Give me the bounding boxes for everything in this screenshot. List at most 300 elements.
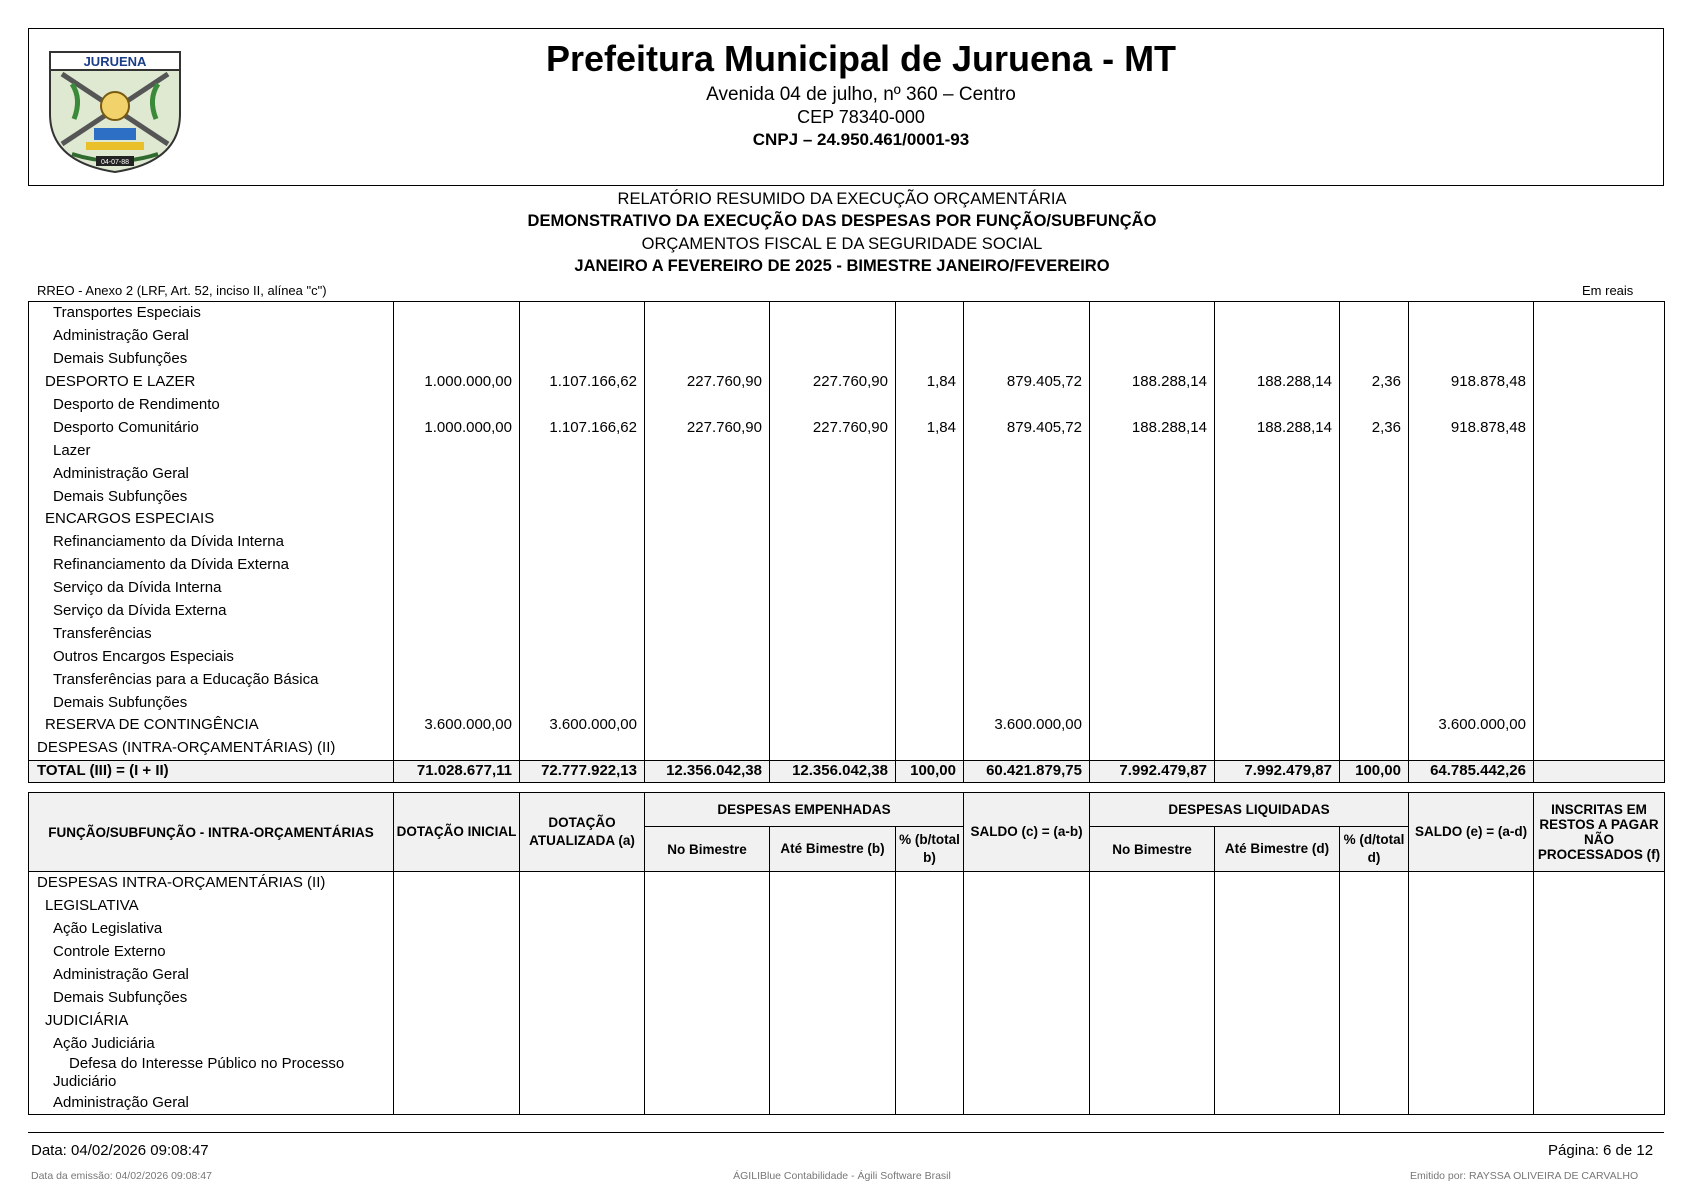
table-row bbox=[29, 600, 1665, 623]
row-label: Serviço da Dívida Interna bbox=[29, 577, 394, 600]
row-value bbox=[1340, 872, 1409, 895]
col-header-ate-bimestre-b: Até Bimestre (b) bbox=[770, 827, 896, 872]
row-value: 2,36 bbox=[1340, 371, 1409, 394]
row-value: 227.760,90 bbox=[770, 416, 896, 439]
row-value bbox=[770, 600, 896, 623]
row-value bbox=[770, 895, 896, 918]
row-value bbox=[520, 485, 645, 508]
row-value bbox=[645, 918, 770, 941]
row-value bbox=[896, 918, 964, 941]
row-label: Demais Subfunções bbox=[29, 691, 394, 714]
row-value bbox=[1409, 622, 1534, 645]
col-header-funcao: FUNÇÃO/SUBFUNÇÃO - INTRA-ORÇAMENTÁRIAS bbox=[29, 793, 394, 872]
municipality-title: Prefeitura Municipal de Juruena - MT bbox=[545, 38, 1177, 79]
row-value bbox=[770, 325, 896, 348]
row-value bbox=[1340, 941, 1409, 964]
row-value: 1.107.166,62 bbox=[520, 371, 645, 394]
row-label: Transferências para a Educação Básica bbox=[29, 668, 394, 691]
row-value bbox=[520, 439, 645, 462]
col-header-dotacao-atualizada: DOTAÇÃO ATUALIZADA (a) bbox=[520, 793, 645, 872]
row-value bbox=[1534, 371, 1665, 394]
row-value bbox=[1409, 348, 1534, 371]
row-value bbox=[1340, 918, 1409, 941]
row-value bbox=[1090, 895, 1215, 918]
row-value bbox=[394, 1032, 520, 1055]
row-value bbox=[394, 577, 520, 600]
table-row bbox=[29, 1032, 1665, 1055]
row-label: Defesa do Interesse Público no Processo Judiciário bbox=[29, 1055, 394, 1091]
row-value bbox=[394, 439, 520, 462]
row-value bbox=[770, 485, 896, 508]
row-value bbox=[645, 872, 770, 895]
row-value bbox=[1215, 714, 1340, 737]
row-value bbox=[1534, 737, 1665, 760]
annex-reference: RREO - Anexo 2 (LRF, Art. 52, inciso II, alínea "c") bbox=[37, 283, 327, 298]
currency-unit: Em reais bbox=[1582, 283, 1634, 298]
row-value bbox=[520, 462, 645, 485]
row-value bbox=[1534, 508, 1665, 531]
row-value bbox=[896, 964, 964, 987]
svg-text:JURUENA: JURUENA bbox=[83, 54, 147, 69]
row-label: Refinanciamento da Dívida Externa bbox=[29, 554, 394, 577]
row-label: Serviço da Dívida Externa bbox=[29, 600, 394, 623]
row-value bbox=[964, 941, 1090, 964]
row-value bbox=[964, 531, 1090, 554]
row-value: 227.760,90 bbox=[645, 416, 770, 439]
row-value bbox=[1409, 1091, 1534, 1114]
row-value bbox=[1090, 941, 1215, 964]
table-row bbox=[29, 941, 1665, 964]
report-title: RELATÓRIO RESUMIDO DA EXECUÇÃO ORÇAMENTÁRIA bbox=[617, 190, 1067, 208]
row-value bbox=[1340, 462, 1409, 485]
row-value bbox=[1340, 622, 1409, 645]
row-value bbox=[1090, 531, 1215, 554]
row-value bbox=[1409, 668, 1534, 691]
row-value bbox=[1340, 714, 1409, 737]
row-value bbox=[964, 986, 1090, 1009]
row-value bbox=[964, 645, 1090, 668]
row-value bbox=[964, 895, 1090, 918]
report-period: JANEIRO A FEVEREIRO DE 2025 - BIMESTRE JANEIRO/FEVEREIRO bbox=[574, 257, 1110, 275]
row-value bbox=[394, 1009, 520, 1032]
row-value: 3.600.000,00 bbox=[964, 714, 1090, 737]
row-label: Desporto de Rendimento bbox=[29, 394, 394, 417]
col-header-no-bimestre: No Bimestre bbox=[645, 827, 770, 872]
row-value bbox=[394, 508, 520, 531]
row-value bbox=[1340, 531, 1409, 554]
row-value bbox=[520, 691, 645, 714]
row-value bbox=[1090, 348, 1215, 371]
row-value bbox=[896, 577, 964, 600]
row-value bbox=[1340, 1091, 1409, 1114]
row-value bbox=[770, 918, 896, 941]
row-value bbox=[964, 508, 1090, 531]
row-value bbox=[520, 737, 645, 760]
row-value bbox=[896, 622, 964, 645]
row-value bbox=[645, 325, 770, 348]
report-scope: ORÇAMENTOS FISCAL E DA SEGURIDADE SOCIAL bbox=[641, 235, 1043, 253]
row-value bbox=[1534, 531, 1665, 554]
row-value bbox=[1534, 964, 1665, 987]
total-value: 60.421.879,75 bbox=[964, 760, 1090, 782]
row-value: 1.107.166,62 bbox=[520, 416, 645, 439]
row-value bbox=[896, 1009, 964, 1032]
row-value bbox=[394, 1055, 520, 1091]
row-value: 918.878,48 bbox=[1409, 416, 1534, 439]
row-value bbox=[394, 531, 520, 554]
row-value bbox=[896, 485, 964, 508]
row-value bbox=[896, 462, 964, 485]
footer-emission-date: Data da emissão: 04/02/2026 09:08:47 bbox=[31, 1170, 212, 1182]
row-value: 1.000.000,00 bbox=[394, 371, 520, 394]
row-value bbox=[1090, 1055, 1215, 1091]
cep-line: CEP 78340-000 bbox=[797, 107, 925, 127]
row-value bbox=[896, 1091, 964, 1114]
row-value bbox=[896, 895, 964, 918]
row-value bbox=[394, 462, 520, 485]
row-value bbox=[1090, 554, 1215, 577]
row-value bbox=[1090, 691, 1215, 714]
row-value bbox=[645, 964, 770, 987]
row-value bbox=[1090, 577, 1215, 600]
row-value bbox=[1215, 691, 1340, 714]
col-header-inscritas-restos: INSCRITAS EM RESTOS A PAGAR NÃO PROCESSADOS (f) bbox=[1534, 793, 1665, 872]
footer-divider bbox=[28, 1132, 1664, 1133]
row-value bbox=[1534, 1055, 1665, 1091]
row-value bbox=[770, 394, 896, 417]
row-value bbox=[645, 622, 770, 645]
row-value: 1.000.000,00 bbox=[394, 416, 520, 439]
row-label: Demais Subfunções bbox=[29, 986, 394, 1009]
row-value bbox=[1215, 622, 1340, 645]
total-value: 71.028.677,11 bbox=[394, 760, 520, 782]
table-row bbox=[29, 668, 1665, 691]
row-value: 1,84 bbox=[896, 371, 964, 394]
row-value: 188.288,14 bbox=[1215, 371, 1340, 394]
row-value bbox=[964, 1032, 1090, 1055]
row-label: Transferências bbox=[29, 622, 394, 645]
row-label: Outros Encargos Especiais bbox=[29, 645, 394, 668]
row-label: JUDICIÁRIA bbox=[29, 1009, 394, 1032]
row-value bbox=[1215, 964, 1340, 987]
row-value bbox=[645, 941, 770, 964]
row-value bbox=[1409, 302, 1534, 325]
row-value bbox=[964, 577, 1090, 600]
row-value bbox=[1409, 872, 1534, 895]
row-value bbox=[1090, 645, 1215, 668]
row-label: ENCARGOS ESPECIAIS bbox=[29, 508, 394, 531]
row-value bbox=[645, 895, 770, 918]
total-value bbox=[1534, 760, 1665, 782]
row-value bbox=[896, 394, 964, 417]
row-value bbox=[1409, 1032, 1534, 1055]
row-value bbox=[964, 872, 1090, 895]
row-value bbox=[964, 622, 1090, 645]
total-value: 7.992.479,87 bbox=[1090, 760, 1215, 782]
table-row bbox=[29, 964, 1665, 987]
row-value bbox=[520, 668, 645, 691]
total-value: 12.356.042,38 bbox=[645, 760, 770, 782]
row-value bbox=[520, 531, 645, 554]
row-value bbox=[1215, 600, 1340, 623]
footer-emitted-by: Emitido por: RAYSSA OLIVEIRA DE CARVALHO bbox=[1410, 1170, 1639, 1182]
row-value bbox=[964, 1091, 1090, 1114]
expense-table-continued bbox=[28, 301, 1665, 783]
total-value: 64.785.442,26 bbox=[1409, 760, 1534, 782]
row-label: Ação Judiciária bbox=[29, 1032, 394, 1055]
total-row bbox=[29, 760, 1665, 782]
footer-software: ÁGILIBlue Contabilidade - Ágili Software Brasil bbox=[733, 1170, 951, 1182]
table-row bbox=[29, 622, 1665, 645]
row-value: 188.288,14 bbox=[1215, 416, 1340, 439]
row-value bbox=[1409, 645, 1534, 668]
row-value bbox=[394, 986, 520, 1009]
row-value bbox=[645, 577, 770, 600]
row-label: Administração Geral bbox=[29, 462, 394, 485]
row-value bbox=[394, 622, 520, 645]
col-header-despesas-liquidadas: DESPESAS LIQUIDADAS bbox=[1090, 793, 1409, 827]
row-value bbox=[1090, 737, 1215, 760]
row-value bbox=[1534, 714, 1665, 737]
row-value bbox=[520, 645, 645, 668]
row-value: 879.405,72 bbox=[964, 416, 1090, 439]
row-value bbox=[770, 554, 896, 577]
row-value: 1,84 bbox=[896, 416, 964, 439]
row-value bbox=[1215, 1091, 1340, 1114]
row-value bbox=[1340, 1055, 1409, 1091]
row-value bbox=[1534, 416, 1665, 439]
row-value bbox=[645, 439, 770, 462]
row-value: 879.405,72 bbox=[964, 371, 1090, 394]
row-value bbox=[770, 577, 896, 600]
row-value bbox=[520, 394, 645, 417]
row-value bbox=[394, 348, 520, 371]
row-value bbox=[394, 941, 520, 964]
row-value bbox=[520, 1055, 645, 1091]
row-label: Demais Subfunções bbox=[29, 348, 394, 371]
row-value bbox=[770, 1055, 896, 1091]
row-value bbox=[770, 941, 896, 964]
row-value bbox=[1534, 1009, 1665, 1032]
row-value: 227.760,90 bbox=[770, 371, 896, 394]
row-value bbox=[645, 986, 770, 1009]
row-value bbox=[394, 737, 520, 760]
row-value bbox=[520, 1091, 645, 1114]
row-value bbox=[1340, 737, 1409, 760]
address-line: Avenida 04 de julho, nº 360 – Centro bbox=[706, 84, 1016, 105]
row-value bbox=[1340, 964, 1409, 987]
row-value bbox=[1340, 1009, 1409, 1032]
row-value bbox=[1215, 872, 1340, 895]
table-row bbox=[29, 348, 1665, 371]
row-value bbox=[964, 1055, 1090, 1091]
row-value bbox=[1409, 691, 1534, 714]
row-value bbox=[520, 348, 645, 371]
total-value: 72.777.922,13 bbox=[520, 760, 645, 782]
row-value bbox=[520, 895, 645, 918]
row-label: Administração Geral bbox=[29, 964, 394, 987]
row-value bbox=[1090, 668, 1215, 691]
row-value bbox=[394, 325, 520, 348]
row-value bbox=[896, 325, 964, 348]
row-label: DESPESAS INTRA-ORÇAMENTÁRIAS (II) bbox=[29, 872, 394, 895]
row-value bbox=[770, 302, 896, 325]
row-value bbox=[1409, 394, 1534, 417]
table-row bbox=[29, 416, 1665, 439]
footer-page-number: Página: 6 de 12 bbox=[1548, 1142, 1654, 1159]
row-value bbox=[1090, 622, 1215, 645]
row-value bbox=[896, 348, 964, 371]
row-value bbox=[1409, 462, 1534, 485]
row-label: Administração Geral bbox=[29, 1091, 394, 1114]
row-value bbox=[645, 531, 770, 554]
row-value bbox=[896, 645, 964, 668]
row-value bbox=[770, 508, 896, 531]
row-value bbox=[645, 1009, 770, 1032]
row-value bbox=[896, 691, 964, 714]
row-value bbox=[896, 508, 964, 531]
row-value bbox=[770, 737, 896, 760]
row-value bbox=[896, 302, 964, 325]
row-value bbox=[1534, 668, 1665, 691]
row-value bbox=[1340, 645, 1409, 668]
row-value bbox=[520, 302, 645, 325]
row-value bbox=[1215, 508, 1340, 531]
row-value bbox=[1534, 600, 1665, 623]
row-value bbox=[964, 485, 1090, 508]
row-value bbox=[1090, 918, 1215, 941]
row-value bbox=[1409, 941, 1534, 964]
row-value bbox=[1215, 1032, 1340, 1055]
row-label: Refinanciamento da Dívida Interna bbox=[29, 531, 394, 554]
row-value bbox=[520, 986, 645, 1009]
row-value: 918.878,48 bbox=[1409, 371, 1534, 394]
row-value bbox=[964, 1009, 1090, 1032]
row-value bbox=[394, 964, 520, 987]
row-value bbox=[1534, 986, 1665, 1009]
row-value bbox=[520, 1032, 645, 1055]
col-header-ate-bimestre-d: Até Bimestre (d) bbox=[1215, 827, 1340, 872]
row-value: 3.600.000,00 bbox=[520, 714, 645, 737]
row-value bbox=[1215, 918, 1340, 941]
row-value bbox=[1215, 1009, 1340, 1032]
row-value bbox=[1090, 325, 1215, 348]
row-value bbox=[645, 394, 770, 417]
row-value bbox=[896, 554, 964, 577]
row-value bbox=[964, 439, 1090, 462]
row-value bbox=[964, 462, 1090, 485]
total-value: 100,00 bbox=[896, 760, 964, 782]
row-value bbox=[1409, 439, 1534, 462]
row-value bbox=[394, 302, 520, 325]
table-row bbox=[29, 439, 1665, 462]
row-value bbox=[645, 737, 770, 760]
row-value bbox=[770, 964, 896, 987]
row-value bbox=[1340, 668, 1409, 691]
col-header-saldo-c: SALDO (c) = (a-b) bbox=[964, 793, 1090, 872]
row-value bbox=[520, 918, 645, 941]
row-value bbox=[1409, 1009, 1534, 1032]
row-value bbox=[896, 986, 964, 1009]
row-value: 227.760,90 bbox=[645, 371, 770, 394]
row-value bbox=[1340, 394, 1409, 417]
row-value bbox=[1215, 986, 1340, 1009]
table-row bbox=[29, 895, 1665, 918]
row-value bbox=[1090, 714, 1215, 737]
row-value bbox=[1534, 1032, 1665, 1055]
row-value bbox=[896, 714, 964, 737]
table-row bbox=[29, 485, 1665, 508]
row-value bbox=[1409, 737, 1534, 760]
row-value bbox=[645, 714, 770, 737]
row-value bbox=[964, 964, 1090, 987]
row-value bbox=[645, 668, 770, 691]
row-value: 188.288,14 bbox=[1090, 416, 1215, 439]
row-value bbox=[1534, 872, 1665, 895]
table-row bbox=[29, 371, 1665, 394]
row-value bbox=[645, 485, 770, 508]
table-row bbox=[29, 508, 1665, 531]
row-value bbox=[1534, 462, 1665, 485]
table-row bbox=[29, 1091, 1665, 1114]
row-value bbox=[520, 508, 645, 531]
row-value bbox=[645, 302, 770, 325]
row-value bbox=[770, 691, 896, 714]
row-value bbox=[1215, 325, 1340, 348]
row-value bbox=[770, 439, 896, 462]
col-header-no-bimestre-liq: No Bimestre bbox=[1090, 827, 1215, 872]
row-value: 3.600.000,00 bbox=[394, 714, 520, 737]
row-value bbox=[394, 691, 520, 714]
row-value bbox=[1090, 394, 1215, 417]
row-value bbox=[964, 600, 1090, 623]
row-value bbox=[1215, 895, 1340, 918]
table-row bbox=[29, 577, 1665, 600]
col-header-despesas-empenhadas: DESPESAS EMPENHADAS bbox=[645, 793, 964, 827]
row-value bbox=[770, 1009, 896, 1032]
row-value bbox=[770, 668, 896, 691]
table-row bbox=[29, 1009, 1665, 1032]
table-row bbox=[29, 325, 1665, 348]
row-value bbox=[645, 1091, 770, 1114]
row-value bbox=[964, 554, 1090, 577]
row-value bbox=[394, 485, 520, 508]
row-value bbox=[1534, 645, 1665, 668]
row-value bbox=[964, 348, 1090, 371]
footer-date: Data: 04/02/2026 09:08:47 bbox=[31, 1142, 209, 1159]
row-value bbox=[1534, 302, 1665, 325]
row-value bbox=[896, 600, 964, 623]
row-value bbox=[896, 1032, 964, 1055]
intra-budget-expense-table bbox=[28, 792, 1665, 1115]
row-value bbox=[1090, 462, 1215, 485]
row-value bbox=[645, 508, 770, 531]
table-row bbox=[29, 691, 1665, 714]
row-value bbox=[770, 872, 896, 895]
row-value bbox=[770, 1032, 896, 1055]
row-value bbox=[1534, 577, 1665, 600]
row-value bbox=[1340, 325, 1409, 348]
row-value bbox=[1090, 508, 1215, 531]
row-value bbox=[1409, 964, 1534, 987]
row-value bbox=[520, 964, 645, 987]
table-row bbox=[29, 462, 1665, 485]
row-value bbox=[645, 554, 770, 577]
row-value bbox=[1090, 1091, 1215, 1114]
row-value bbox=[770, 622, 896, 645]
row-value bbox=[1215, 439, 1340, 462]
row-value bbox=[520, 622, 645, 645]
